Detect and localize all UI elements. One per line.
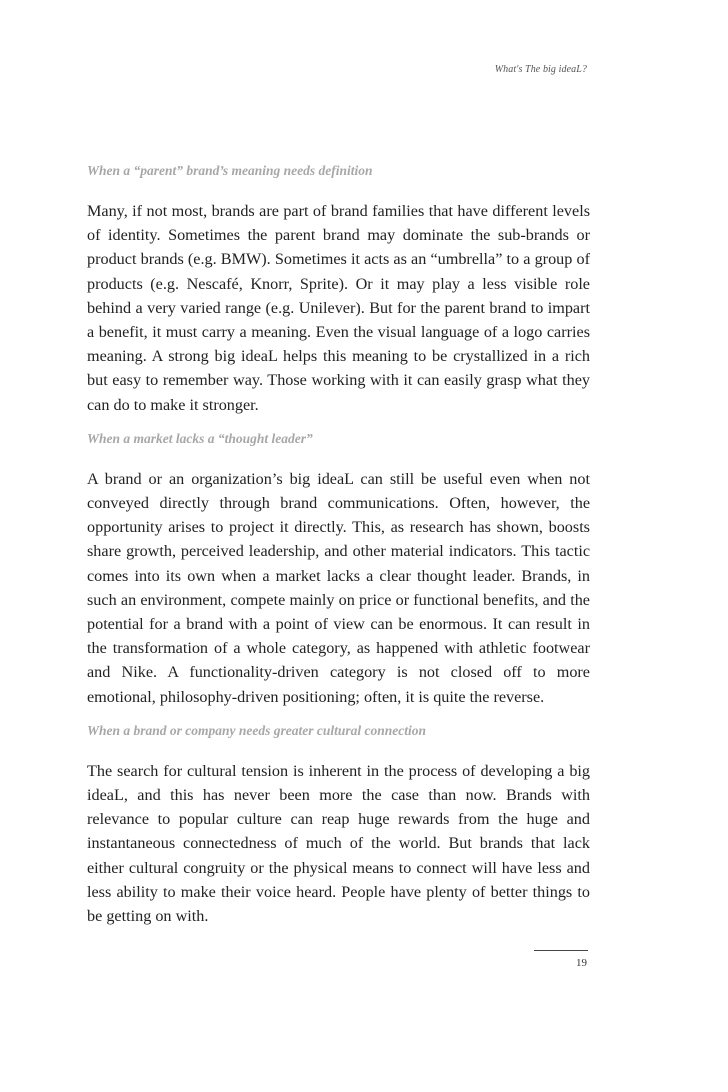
page-content xyxy=(87,158,590,928)
section-parent-brand xyxy=(87,158,590,417)
section-cultural-connection xyxy=(87,718,590,928)
running-head: What's The big ideaL? xyxy=(494,64,587,75)
section-paragraph: A brand or an organization’s big ideaL can still be useful even when not conveyed directly through brand communications. Often, however, the opportunity arises to project it directly. This, as research has shown, boosts share growth, perceived leadership, and other material indicators. This tactic comes into its own when a market lacks a clear thought leader. Brands, in such an environment, compete mainly on price or functional benefits, and the potential for a brand with a point of view can be enormous. It can result in the transformation of a whole category, as happened with athletic footwear and Nike. A functionality-driven category is not closed off to more emotional, philosophy-driven positioning; often, it is quite the reverse. xyxy=(87,469,590,706)
section-paragraph: Many, if not most, brands are part of brand families that have different levels of identity. Sometimes the parent brand may dominate the sub-brands or product brands (e.g. BMW). Sometimes it acts as an “umbrella” to a group of products (e.g. Nescafé, Knorr, Sprite). Or it may play a less visible role behind a very varied range (e.g. Unilever). But for the parent brand to impart a benefit, it must carry a meaning. Even the visual language of a logo carries meaning. A strong big ideaL helps this meaning to be crystallized in a rich but easy to remember way. Those working with it can easily grasp what they can do to make it stronger. xyxy=(87,202,590,414)
section-heading: When a market lacks a “thought leader” xyxy=(87,430,313,446)
page-number: 19 xyxy=(576,957,587,969)
section-heading: When a “parent” brand’s meaning needs definition xyxy=(87,163,373,178)
section-paragraph: The search for cultural tension is inherent in the process of developing a big ideaL, and this has never been more the case than now. Brands with relevance to popular culture can reap huge rewards from the huge and instantaneous connectedness of much of the world. But brands that lack either cultural congruity or the physical means to connect will have less and less ability to make their voice heard. People have plenty of better things to be getting on with. xyxy=(87,761,590,926)
section-heading: When a brand or company needs greater cultural connection xyxy=(87,722,427,738)
folio-rule xyxy=(534,950,588,951)
section-thought-leader xyxy=(87,426,590,709)
